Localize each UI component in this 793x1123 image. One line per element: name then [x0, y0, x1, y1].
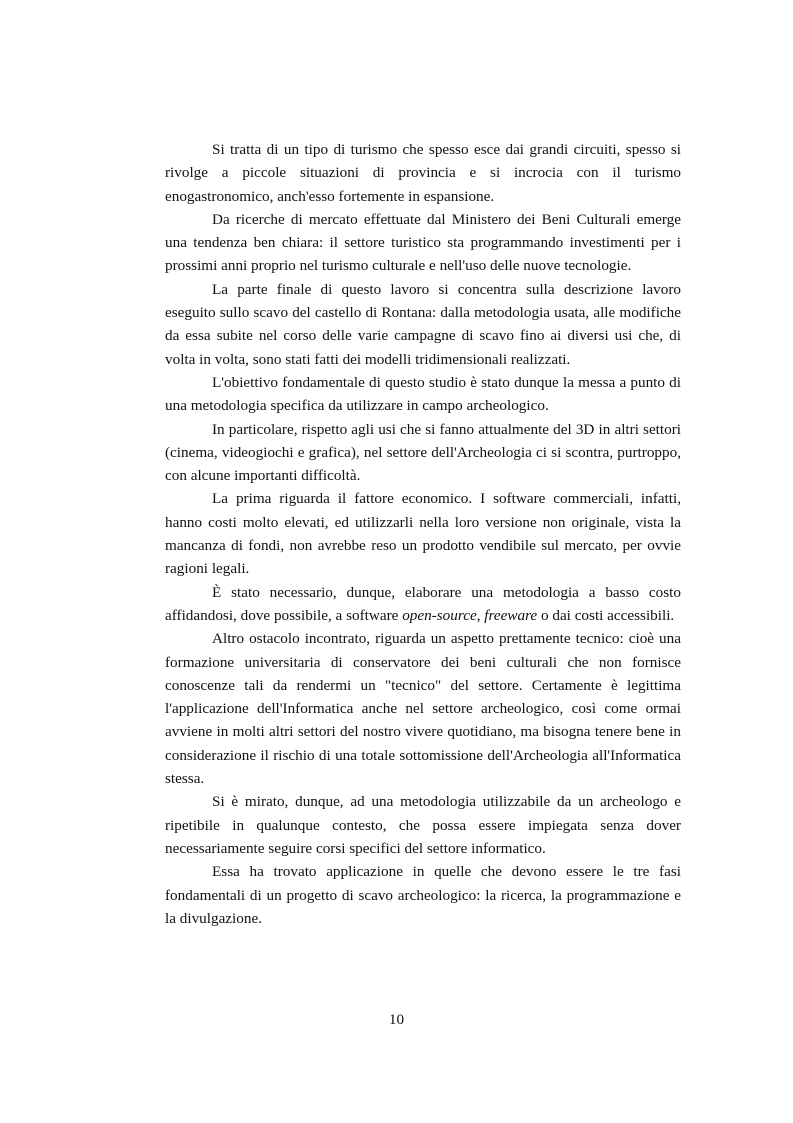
paragraph-with-italics — [165, 581, 681, 628]
paragraph: Si tratta di un tipo di turismo che spesso esce dai grandi circuiti, spesso si rivolge a piccole situazioni di provincia e si incrocia con il turismo enogastronomico, anch'esso fortemente in espansione. — [165, 141, 681, 205]
paragraph: Si è mirato, dunque, ad una metodologia utilizzabile da un archeologo e ripetibile in qualunque contesto, che possa essere impiegata senza dover necessariamente seguire corsi specifici del settore informatico. — [165, 793, 681, 857]
paragraph: Altro ostacolo incontrato, riguarda un aspetto prettamente tecnico: cioè una formazione universitaria di conservatore dei beni culturali che non fornisce conoscenze tali da rendermi un "tecnico" del settore. Certamente è legittima l'applicazione dell'Informatica anche nel settore archeologico, così come ormai avviene in molti altri settori del nostro vivere quotidiano, ma bisogna tenere bene in considerazione il rischio di una totale sottomissione dell'Archeologia all'Informatica stessa. — [165, 630, 681, 788]
italic-term-open-source: open-source — [402, 606, 477, 624]
paragraph: La prima riguarda il fattore economico. I software commerciali, infatti, hanno costi molto elevati, ed utilizzarli nella loro versione non originale, vista la mancanza di fondi, non avrebbe reso un prodotto vendibile sul mercato, per ovvie ragioni legali. — [165, 490, 681, 578]
italic-term-freeware: freeware — [484, 606, 538, 624]
page-number: 10 — [388, 1011, 405, 1028]
paragraph: In particolare, rispetto agli usi che si fanno attualmente del 3D in altri settori (cinema, videogiochi e grafica), nel settore dell'Archeologia ci si scontra, purtroppo, con alcune importanti difficoltà. — [165, 420, 681, 485]
paragraph: La parte finale di questo lavoro si concentra sulla descrizione lavoro eseguito sullo scavo del castello di Rontana: dalla metodologia usata, alle modifiche da essa subite nel corso delle varie campagne di scavo fino ai diversi usi che, di volta in volta, sono stati fatti dei modelli tridimensionali realizzati. — [165, 280, 681, 368]
paragraph: L'obiettivo fondamentale di questo studio è stato dunque la messa a punto di una metodologia specifica da utilizzare in campo archeologico. — [165, 373, 681, 415]
paragraph-text: , — [476, 606, 485, 624]
paragraph-text: È stato necessario, dunque, elaborare una metodologia a basso costo affidandosi, dove possibile, a software — [165, 583, 681, 624]
paragraph: Essa ha trovato applicazione in quelle che devono essere le tre fasi fondamentali di un progetto di scavo archeologico: la ricerca, la programmazione e la divulgazione. — [165, 863, 681, 927]
paragraph-text: o dai costi accessibili. — [537, 606, 675, 624]
paragraph: Da ricerche di mercato effettuate dal Ministero dei Beni Culturali emerge una tendenza ben chiara: il settore turistico sta programmando investimenti per i prossimi anni proprio nel turismo culturale e nell'uso delle nuove tecnologie. — [165, 210, 681, 275]
body-text — [165, 138, 681, 930]
